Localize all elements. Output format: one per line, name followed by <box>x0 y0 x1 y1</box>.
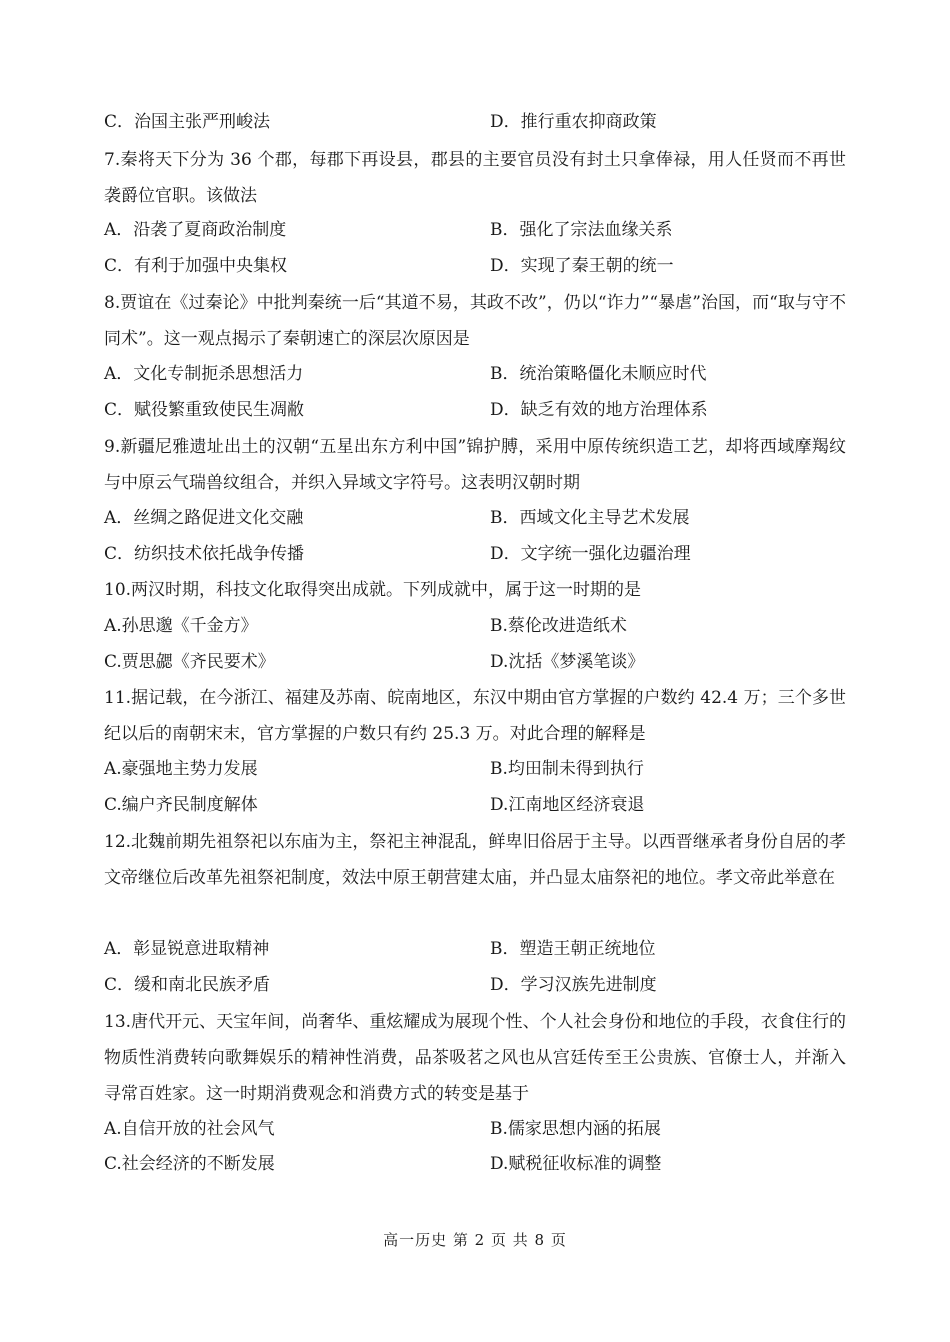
q12-option-d: D．学习汉族先进制度 <box>490 975 657 995</box>
q11-option-c: C.编户齐民制度解体 <box>104 795 258 815</box>
q6-option-c: C．治国主张严刑峻法 <box>104 112 271 132</box>
q13-option-c: C.社会经济的不断发展 <box>104 1154 275 1174</box>
q8-option-b: B．统治策略僵化未顺应时代 <box>490 364 707 384</box>
q8-option-d: D．缺乏有效的地方治理体系 <box>490 400 708 420</box>
q10-option-c: C.贾思勰《齐民要术》 <box>104 652 275 672</box>
q11-stem: 11.据记载，在今浙江、福建及苏南、皖南地区，东汉中期由官方掌握的户数约 42.4 万；三个多世纪以后的南朝宋末，官方掌握的户数只有约 25.3 万。对此合理的解释是 <box>104 688 846 744</box>
q8-option-a: A．文化专制扼杀思想活力 <box>104 364 304 384</box>
q7-option-d: D．实现了秦王朝的统一 <box>490 256 674 276</box>
q7-stem: 7.秦将天下分为 36 个郡，每郡下再设县，郡县的主要官员没有封土只拿俸禄，用人任贤而不再世袭爵位官职。该做法 <box>104 150 846 206</box>
q11-option-d: D.江南地区经济衰退 <box>490 795 645 815</box>
q13-option-a: A.自信开放的社会风气 <box>104 1119 275 1139</box>
q11-option-b: B.均田制未得到执行 <box>490 759 644 779</box>
q8-stem: 8.贾谊在《过秦论》中批判秦统一后“其道不易，其政不改”，仍以“诈力”“暴虐”治国，而“取与守不同术”。这一观点揭示了秦朝速亡的深层次原因是 <box>104 293 846 349</box>
q13-stem: 13.唐代开元、天宝年间，尚奢华、重炫耀成为展现个性、个人社会身份和地位的手段，衣食住行的物质性消费转向歌舞娱乐的精神性消费，品茶吸茗之风也从宫廷传至王公贵族、官僚士人，并渐入寻常百姓家。这一时期消费观念和消费方式的转变是基于 <box>104 1012 846 1104</box>
q9-stem: 9.新疆尼雅遗址出土的汉朝“五星出东方利中国”锦护膊，采用中原传统织造工艺，却将西域摩羯纹与中原云气瑞兽纹组合，并织入异域文字符号。这表明汉朝时期 <box>104 437 846 493</box>
q9-option-b: B．西域文化主导艺术发展 <box>490 508 690 528</box>
q10-stem: 10.两汉时期，科技文化取得突出成就。下列成就中，属于这一时期的是 <box>104 580 642 600</box>
page-footer: 高一历史 第 2 页 共 8 页 <box>383 1231 567 1249</box>
q13-option-d: D.赋税征收标准的调整 <box>490 1154 662 1174</box>
q11-option-a: A.豪强地主势力发展 <box>104 759 258 779</box>
q6-option-d: D．推行重农抑商政策 <box>490 112 657 132</box>
q12-option-a: A．彰显锐意进取精神 <box>104 939 270 959</box>
q9-option-d: D．文字统一强化边疆治理 <box>490 544 691 564</box>
q7-option-a: A．沿袭了夏商政治制度 <box>104 220 287 240</box>
q10-option-a: A.孙思邈《千金方》 <box>104 616 258 636</box>
q12-stem: 12.北魏前期先祖祭祀以东庙为主，祭祀主神混乱，鲜卑旧俗居于主导。以西晋继承者身份自居的孝文帝继位后改革先祖祭祀制度，效法中原王朝营建太庙，并凸显太庙祭祀的地位。孝文帝此举意在 <box>104 832 846 888</box>
q12-option-c: C．缓和南北民族矛盾 <box>104 975 271 995</box>
q9-option-a: A．丝绸之路促进文化交融 <box>104 508 304 528</box>
q13-option-b: B.儒家思想内涵的拓展 <box>490 1119 661 1139</box>
q8-option-c: C．赋役繁重致使民生凋敝 <box>104 400 305 420</box>
q9-option-c: C．纺织技术依托战争传播 <box>104 544 305 564</box>
q10-option-d: D.沈括《梦溪笔谈》 <box>490 652 645 672</box>
q7-option-c: C．有利于加强中央集权 <box>104 256 288 276</box>
q10-option-b: B.蔡伦改进造纸术 <box>490 616 627 636</box>
q12-option-b: B．塑造王朝正统地位 <box>490 939 656 959</box>
q7-option-b: B．强化了宗法血缘关系 <box>490 220 673 240</box>
